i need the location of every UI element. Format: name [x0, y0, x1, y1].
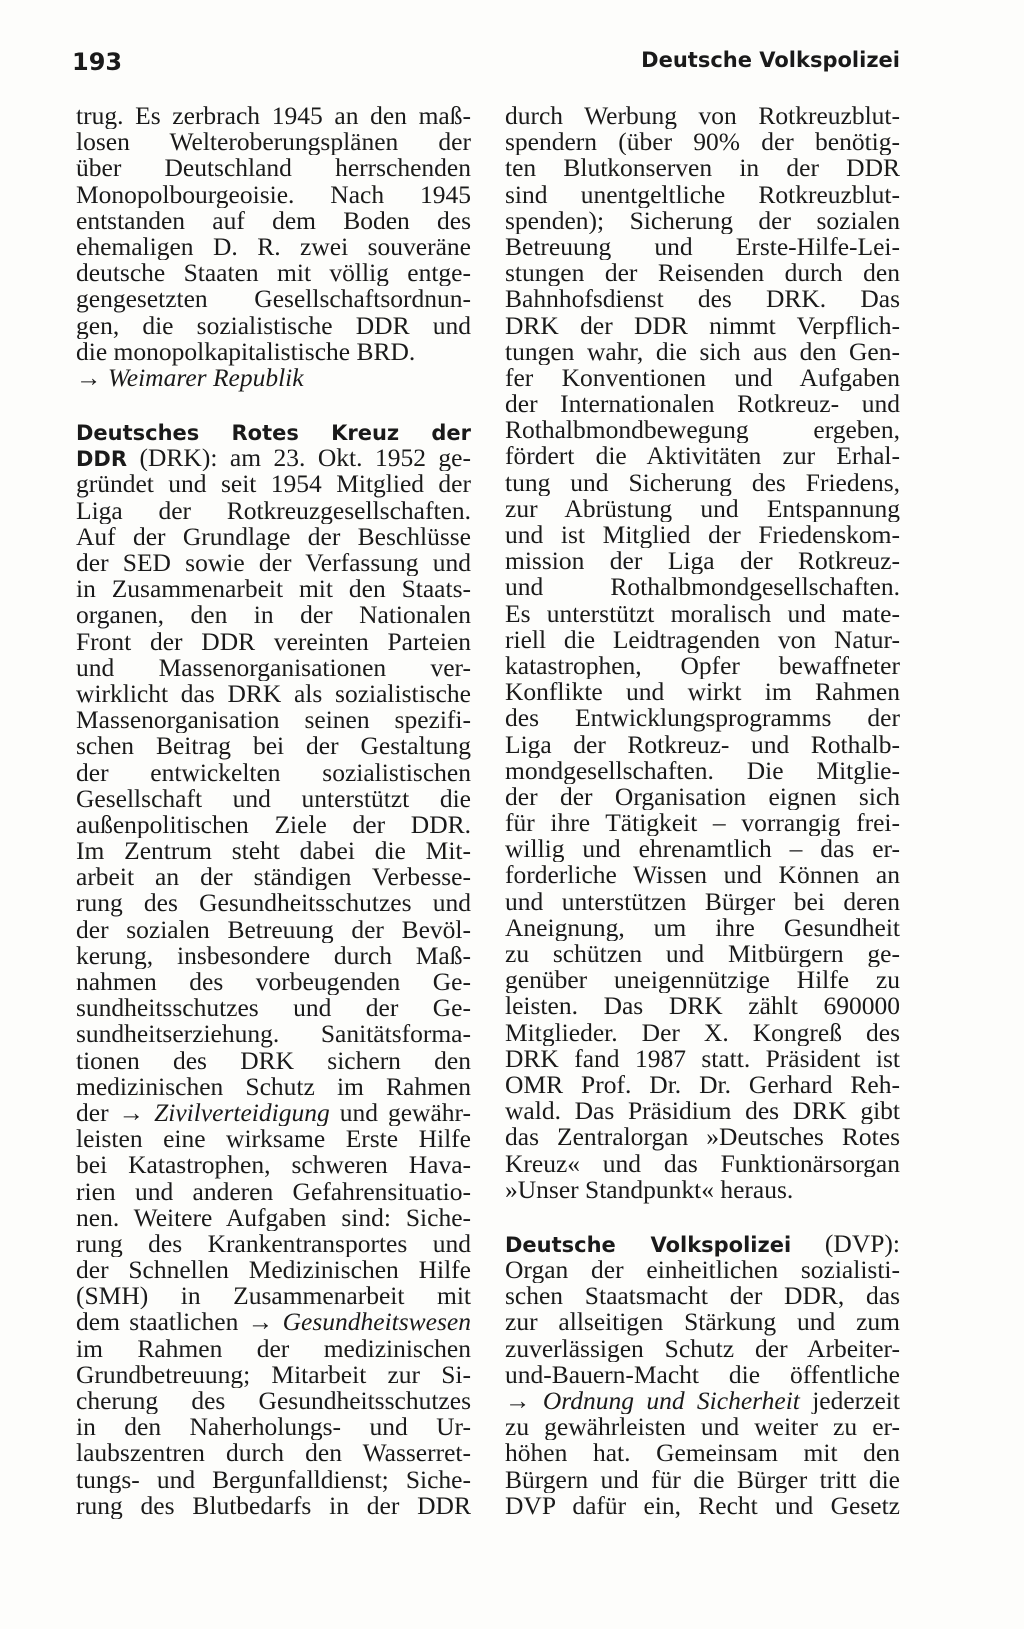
text-line: Betreuung und Erste-Hilfe-Lei- — [505, 233, 900, 261]
text-line: tungs- und Bergunfalldienst; Siche- — [76, 1466, 471, 1493]
text-line: der entwickelten sozialistischen — [76, 759, 471, 786]
text-line: laubszentren durch den Wasserret- — [76, 1440, 471, 1467]
text-line: der SED sowie der Verfassung und — [76, 550, 471, 577]
text-line: stungen der Reisenden durch den — [505, 260, 900, 287]
text-line: katastrophen, Opfer bewaffneter — [505, 652, 900, 680]
right-column — [505, 103, 900, 1519]
left-lines-d — [76, 1336, 471, 1519]
text-line: medizinischen Schutz im Rahmen — [76, 1073, 471, 1100]
right-lines-b — [505, 1257, 900, 1388]
text-line: zu gewährleisten und weiter zu er- — [505, 1414, 900, 1441]
running-head: Deutsche Volkspolizei — [641, 48, 900, 72]
text-line: forderliche Wissen und Können an — [505, 862, 900, 889]
text-line: spendern (über 90% der benötig- — [505, 129, 900, 156]
text-line: zuverlässigen Schutz der Arbeiter- — [505, 1335, 900, 1362]
text-line: wirklicht das DRK als sozialistische — [76, 680, 471, 708]
text-line: Bürgern und für die Bürger tritt die — [505, 1466, 900, 1493]
text-line: Organ der einheitlichen sozialisti- — [505, 1257, 900, 1284]
text-line: Konflikte und wirkt im Rahmen — [505, 679, 900, 706]
text-line: gründet und seit 1954 Mitglied der — [76, 471, 471, 498]
xref-zivilverteidigung[interactable]: → Zivilverteidigung — [118, 1099, 330, 1127]
text-line: des Entwicklungsprogramms der — [505, 705, 900, 732]
text-line: trug. Es zerbrach 1945 an den maß- — [76, 103, 471, 130]
xref-ordnung-und-sicherheit[interactable]: → Ordnung und Sicherheit — [505, 1388, 800, 1415]
text-line: nahmen des vorbeugenden Ge- — [76, 969, 471, 996]
text-line: DVP dafür ein, Recht und Gesetz — [505, 1492, 900, 1519]
text-line: außenpolitischen Ziele der DDR. — [76, 811, 471, 839]
text-line: tionen des DRK sichern den — [76, 1047, 471, 1074]
text-line: DRK fand 1987 statt. Präsident ist — [505, 1045, 900, 1072]
text-line: über Deutschland herrschenden — [76, 155, 471, 182]
text-line: und ist Mitglied der Friedenskom- — [505, 522, 900, 549]
text-line: der Schnellen Medizinischen Hilfe — [76, 1257, 471, 1284]
text-line: (SMH) in Zusammenarbeit mit — [76, 1283, 471, 1310]
text-line: Front der DDR vereinten Parteien — [76, 628, 471, 655]
text-line: rien und anderen Gefahrensituatio- — [76, 1178, 471, 1205]
text-line: leisten eine wirksame Erste Hilfe — [76, 1126, 471, 1153]
text-line: und Rothalbmondgesellschaften. — [505, 574, 900, 601]
text-line: cherung des Gesundheitsschutzes — [76, 1388, 471, 1415]
text-line: in den Naherholungs- und Ur- — [76, 1414, 471, 1441]
text-line: arbeit an der ständigen Verbesse- — [76, 864, 471, 891]
text-line: schen Staatsmacht der DDR, das — [505, 1283, 900, 1310]
text-line: kerung, insbesondere durch Maß- — [76, 942, 471, 969]
text-line: und unterstützen Bürger bei deren — [505, 888, 900, 915]
left-lines-a — [76, 103, 471, 365]
text-line: mondgesellschaften. Die Mitglie- — [505, 757, 900, 784]
right-lines-a — [505, 103, 900, 1203]
text-line: zur Abrüstung und Entspannung — [505, 495, 900, 522]
text-line: Monopolbourgeoisie. Nach 1945 — [76, 181, 471, 208]
text-line: tungen wahr, die sich aus den Gen- — [505, 338, 900, 365]
text-line: der sozialen Betreuung der Bevöl- — [76, 916, 471, 943]
text-line: spenden); Sicherung der sozialen — [505, 207, 900, 234]
text-line: für ihre Tätigkeit – vorrangig frei- — [505, 810, 900, 837]
text-line: rung des Gesundheitsschutzes und — [76, 890, 471, 917]
text-line: zur allseitigen Stärkung und zum — [505, 1309, 900, 1336]
text-line: das Zentralorgan »Deutsches Rotes — [505, 1124, 900, 1151]
text-line: Massenorganisation seinen spezifi- — [76, 707, 471, 734]
text-line: rung des Blutbedarfs in der DDR — [76, 1492, 471, 1519]
text-line: tung und Sicherung des Friedens, — [505, 469, 900, 496]
text-line: DRK der DDR nimmt Verpflich- — [505, 312, 900, 339]
text-line: Rothalbmondbewegung ergeben, — [505, 417, 900, 444]
text-line: bei Katastrophen, schweren Hava- — [76, 1152, 471, 1179]
text-line: willig und ehrenamtlich – das er- — [505, 836, 900, 863]
line-gesundheitswesen: dem staatlichen → Gesundheitswesen — [76, 1309, 471, 1336]
line-zivilverteidigung: der → Zivilverteidigung und gewähr- — [76, 1099, 471, 1127]
left-lines-c — [76, 1126, 471, 1309]
text-line: Es unterstützt moralisch und mate- — [505, 600, 900, 627]
text-line: genüber uneigennützige Hilfe zu — [505, 967, 900, 994]
text-line: sundheitserziehung. Sanitätsforma- — [76, 1021, 471, 1048]
text-line: Bahnhofsdienst des DRK. Das — [505, 286, 900, 313]
text-line: nen. Weitere Aufgaben sind: Siche- — [76, 1204, 471, 1231]
text-line: Liga der Rotkreuz- und Rothalb- — [505, 731, 900, 758]
text-line: fer Konventionen und Aufgaben — [505, 364, 900, 392]
text-line: durch Werbung von Rotkreuzblut- — [505, 103, 900, 130]
left-column — [76, 103, 471, 1519]
text-line: im Rahmen der medizinischen — [76, 1335, 471, 1362]
page-number: 193 — [72, 48, 123, 76]
text-line: gen, die sozialistische DDR und — [76, 312, 471, 339]
xref-weimarer-republik[interactable]: → Weimarer Republik — [76, 362, 304, 392]
text-line: und Massenorganisationen ver- — [76, 654, 471, 681]
text-line: Auf der Grundlage der Beschlüsse — [76, 523, 471, 550]
text-line: die monopolkapitalistische BRD. — [76, 336, 416, 366]
xref-gesundheitswesen[interactable]: → Gesundheitswesen — [247, 1309, 471, 1336]
text-line: Liga der Rotkreuzgesellschaften. — [76, 497, 471, 524]
text-line: Kreuz« und das Funktionärsorgan — [505, 1150, 900, 1177]
text-line: fördert die Aktivitäten zur Erhal- — [505, 443, 900, 470]
text-line: und-Bauern-Macht die öffentliche — [505, 1361, 900, 1388]
entry-drk-line: DDR (DRK): am 23. Okt. 1952 ge- — [76, 445, 471, 472]
text-line: Aneignung, um ihre Gesundheit — [505, 914, 900, 941]
text-line: Im Zentrum steht dabei die Mit- — [76, 838, 471, 865]
text-line: ten Blutkonserven in der DDR — [505, 155, 900, 182]
text-line: gengesetzten Gesellschaftsordnun- — [76, 286, 471, 313]
text-line: ehemaligen D. R. zwei souveräne — [76, 233, 471, 261]
text-line: organen, den in der Nationalen — [76, 602, 471, 629]
text-line: rung des Krankentransportes und — [76, 1230, 471, 1258]
page-header — [72, 48, 900, 84]
text-line: Gesellschaft und unterstützt die — [76, 785, 471, 812]
entry-head-drk: Deutsches Rotes Kreuz der — [76, 421, 471, 446]
text-line: höhen hat. Gemeinsam mit den — [505, 1440, 900, 1467]
text-line: in Zusammenarbeit mit den Staats- — [76, 576, 471, 603]
text-line: entstanden auf dem Boden des — [76, 207, 471, 234]
text-line: sundheitsschutzes und der Ge- — [76, 995, 471, 1022]
text-line: deutsche Staaten mit völlig entge- — [76, 260, 471, 287]
text-line: OMR Prof. Dr. Dr. Gerhard Reh- — [505, 1071, 900, 1099]
text-line: losen Welteroberungsplänen der — [76, 129, 471, 156]
text-line: Grundbetreuung; Mitarbeit zur Si- — [76, 1361, 471, 1388]
entry-head-dvp: Deutsche Volkspolizei (DVP): — [505, 1230, 900, 1258]
text-line: »Unser Standpunkt« heraus. — [505, 1174, 794, 1204]
text-line: mission der Liga der Rotkreuz- — [505, 548, 900, 575]
text-line: sind unentgeltliche Rotkreuzblut- — [505, 181, 900, 208]
text-line: leisten. Das DRK zählt 690000 — [505, 993, 900, 1020]
text-line: riell die Leidtragenden von Natur- — [505, 626, 900, 653]
text-line: wald. Das Präsidium des DRK gibt — [505, 1098, 900, 1125]
right-lines-c — [505, 1414, 900, 1519]
text-line: der der Organisation eignen sich — [505, 783, 900, 811]
line-ordnung: → Ordnung und Sicherheit jederzeit — [505, 1388, 900, 1415]
left-lines-b — [76, 471, 471, 1100]
text-line: Mitglieder. Der X. Kongreß des — [505, 1019, 900, 1046]
text-line: der Internationalen Rotkreuz- und — [505, 391, 900, 418]
text-line: zu schützen und Mitbürgern ge- — [505, 941, 900, 968]
text-line: schen Beitrag bei der Gestaltung — [76, 733, 471, 760]
